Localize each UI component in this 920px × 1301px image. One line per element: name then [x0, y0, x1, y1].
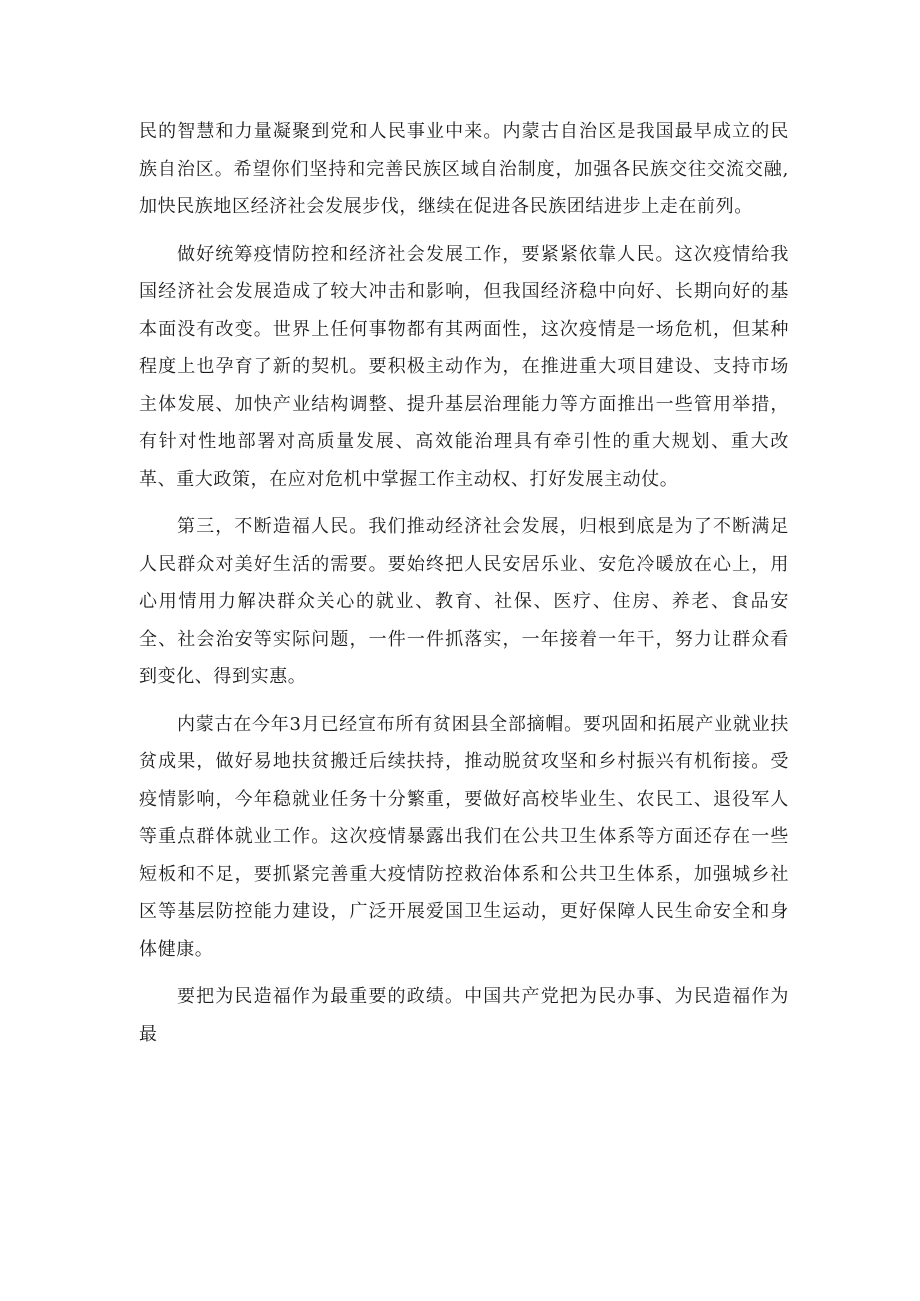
paragraph-1: 民的智慧和力量凝聚到党和人民事业中来。内蒙古自治区是我国最早成立的民族自治区。希望你们坚持和完善民族区域自治制度，加强各民族交往交流交融,加快民族地区经济社会发展步伐，继续在促进各民族团结进步上走在前列。 — [139, 121, 789, 217]
paragraph-3: 第三，不断造福人民。我们推动经济社会发展，归根到底是为了不断满足人民群众对美好生活的需要。要始终把人民安居乐业、安危冷暖放在心上，用心用情用力解决群众关心的就业、教育、社保、医疗、住房、养老、食品安全、社会治安等实际问题，一件一件抓落实，一年接着一年干，努力让群众看到变化、得到实惠。 — [139, 516, 789, 687]
paragraph-5: 要把为民造福作为最重要的政绩。中国共产党把为民办事、为民造福作为最 — [139, 986, 789, 1045]
paragraph-2: 做好统筹疫情防控和经济社会发展工作，要紧紧依靠人民。这次疫情给我国经济社会发展造成了较大冲击和影响，但我国经济稳中向好、长期向好的基本面没有改变。世界上任何事物都有其两面性，这次疫情是一场危机，但某种程度上也孕育了新的契机。要积极主动作为，在推进重大项目建设、支持市场主体发展、加快产业结构调整、提升基层治理能力等方面推出一些管用举措，有针对性地部署对高质量发展、高效能治理具有牵引性的重大规划、重大改革、重大政策，在应对危机中掌握工作主动权、打好发展主动仗。 — [139, 243, 789, 490]
paragraph-4: 内蒙古在今年3月已经宣布所有贫困县全部摘帽。要巩固和拓展产业就业扶贫成果，做好易地扶贫搬迁后续扶持，推动脱贫攻坚和乡村振兴有机衔接。受疫情影响，今年稳就业任务十分繁重，要做好高校毕业生、农民工、退役军人等重点群体就业工作。这次疫情暴露出我们在公共卫生体系等方面还存在一些短板和不足，要抓紧完善重大疫情防控救治体系和公共卫生体系，加强城乡社区等基层防控能力建设，广泛开展爱国卫生运动，更好保障人民生命安全和身体健康。 — [139, 713, 789, 960]
document-body — [139, 113, 789, 1053]
